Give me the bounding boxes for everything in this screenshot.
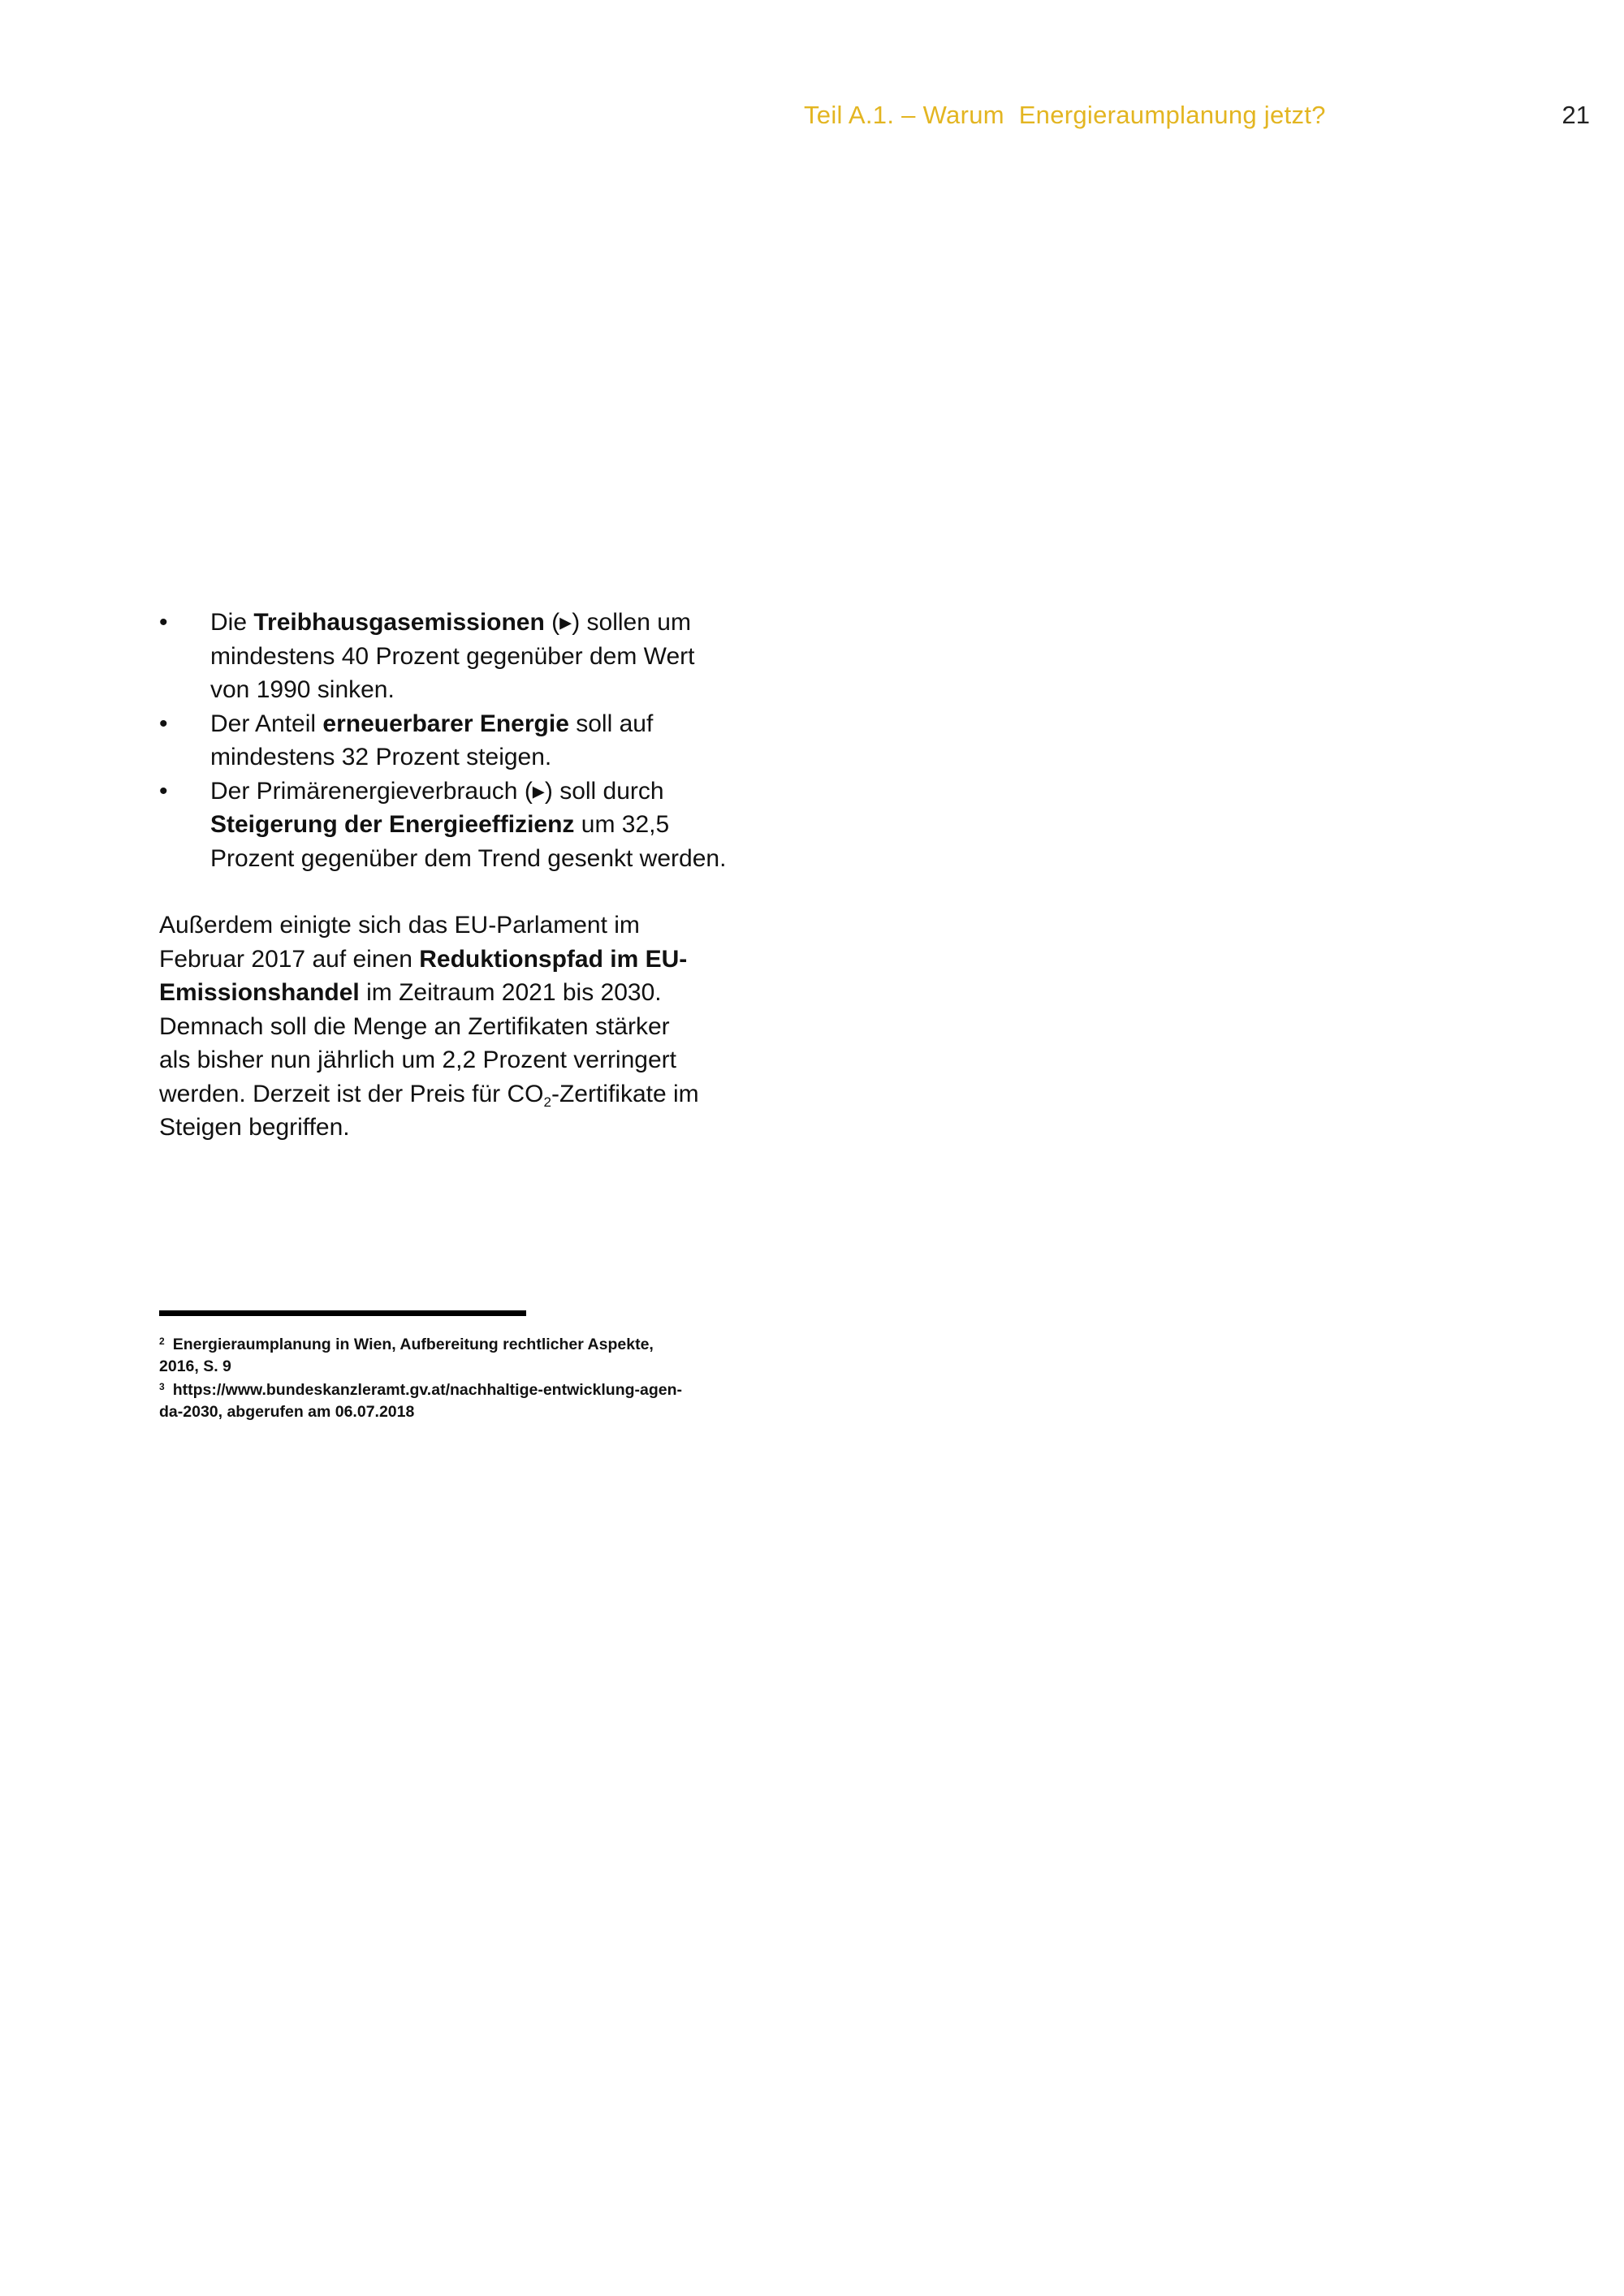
running-header-title: Teil A.1. – Warum Energieraumplanung jetzt? [804,101,1326,129]
paragraph-line: -Zertifikate im [551,1080,699,1107]
bullet-keyword: Steigerung der Energieeffizienz [210,811,575,838]
footnotes [159,1334,719,1425]
paragraph-line: Außerdem einigte sich das EU-Parlament im [159,912,640,939]
footnote-link[interactable]: https://www.bundeskanzleramt.gv.at/nachhaltige-entwicklung-agen- [172,1381,683,1399]
bullet-text: um 32,5 Prozent gegenüber dem Trend gesenkt werden. [210,811,727,872]
bullet-text: Der Anteil [210,710,323,737]
target-bullet-list [159,606,728,875]
footnote-text: 2016, S. 9 [159,1357,231,1375]
bullet-keyword: erneuerbarer Energie [322,710,569,737]
page-number: 21 [1561,101,1590,129]
list-item [159,775,728,876]
bullet-text: Der Primärenergieverbrauch (▸) soll durch [210,777,664,805]
bullet-text: Die [210,609,254,636]
paragraph-line: Steigen begriffen. [159,1114,350,1141]
footnote-3 [159,1379,719,1423]
bullet-marker: • [159,609,168,636]
emissions-trading-paragraph [159,908,728,1145]
footnote-divider [159,1310,526,1316]
paragraph-keyword: Emissionshandel [159,979,360,1006]
subscript: 2 [543,1094,551,1110]
list-item [159,707,728,775]
bullet-marker: • [159,710,168,737]
main-text-column [159,606,728,1145]
paragraph-line: Demnach soll die Menge an Zertifikaten stärker [159,1012,670,1040]
list-item [159,606,728,707]
bullet-marker: • [159,777,168,805]
footnote-number: 2 [159,1336,165,1347]
paragraph-line: als bisher nun jährlich um 2,2 Prozent verringert [159,1047,676,1073]
paragraph-line: im Zeitraum 2021 bis 2030. [359,979,662,1006]
bullet-keyword: Treibhausgasemissionen [253,609,545,636]
footnote-2 [159,1334,719,1378]
bullet-text: (▸) sollen um mindestens 40 Prozent gegenüber dem Wert von 1990 sinken. [210,609,695,703]
footnote-text: da-2030, abgerufen am 06.07.2018 [159,1403,415,1421]
footnote-text: Energieraumplanung in Wien, Aufbereitung rechtlicher Aspekte, [172,1336,654,1353]
paragraph-keyword: Reduktionspfad im EU- [419,945,688,973]
footnote-number: 3 [159,1381,165,1392]
paragraph-line: Februar 2017 auf einen [159,945,420,973]
bullet-text: soll auf mindestens 32 Prozent steigen. [210,710,654,770]
paragraph-line: werden. Derzeit ist der Preis für CO [159,1080,544,1107]
